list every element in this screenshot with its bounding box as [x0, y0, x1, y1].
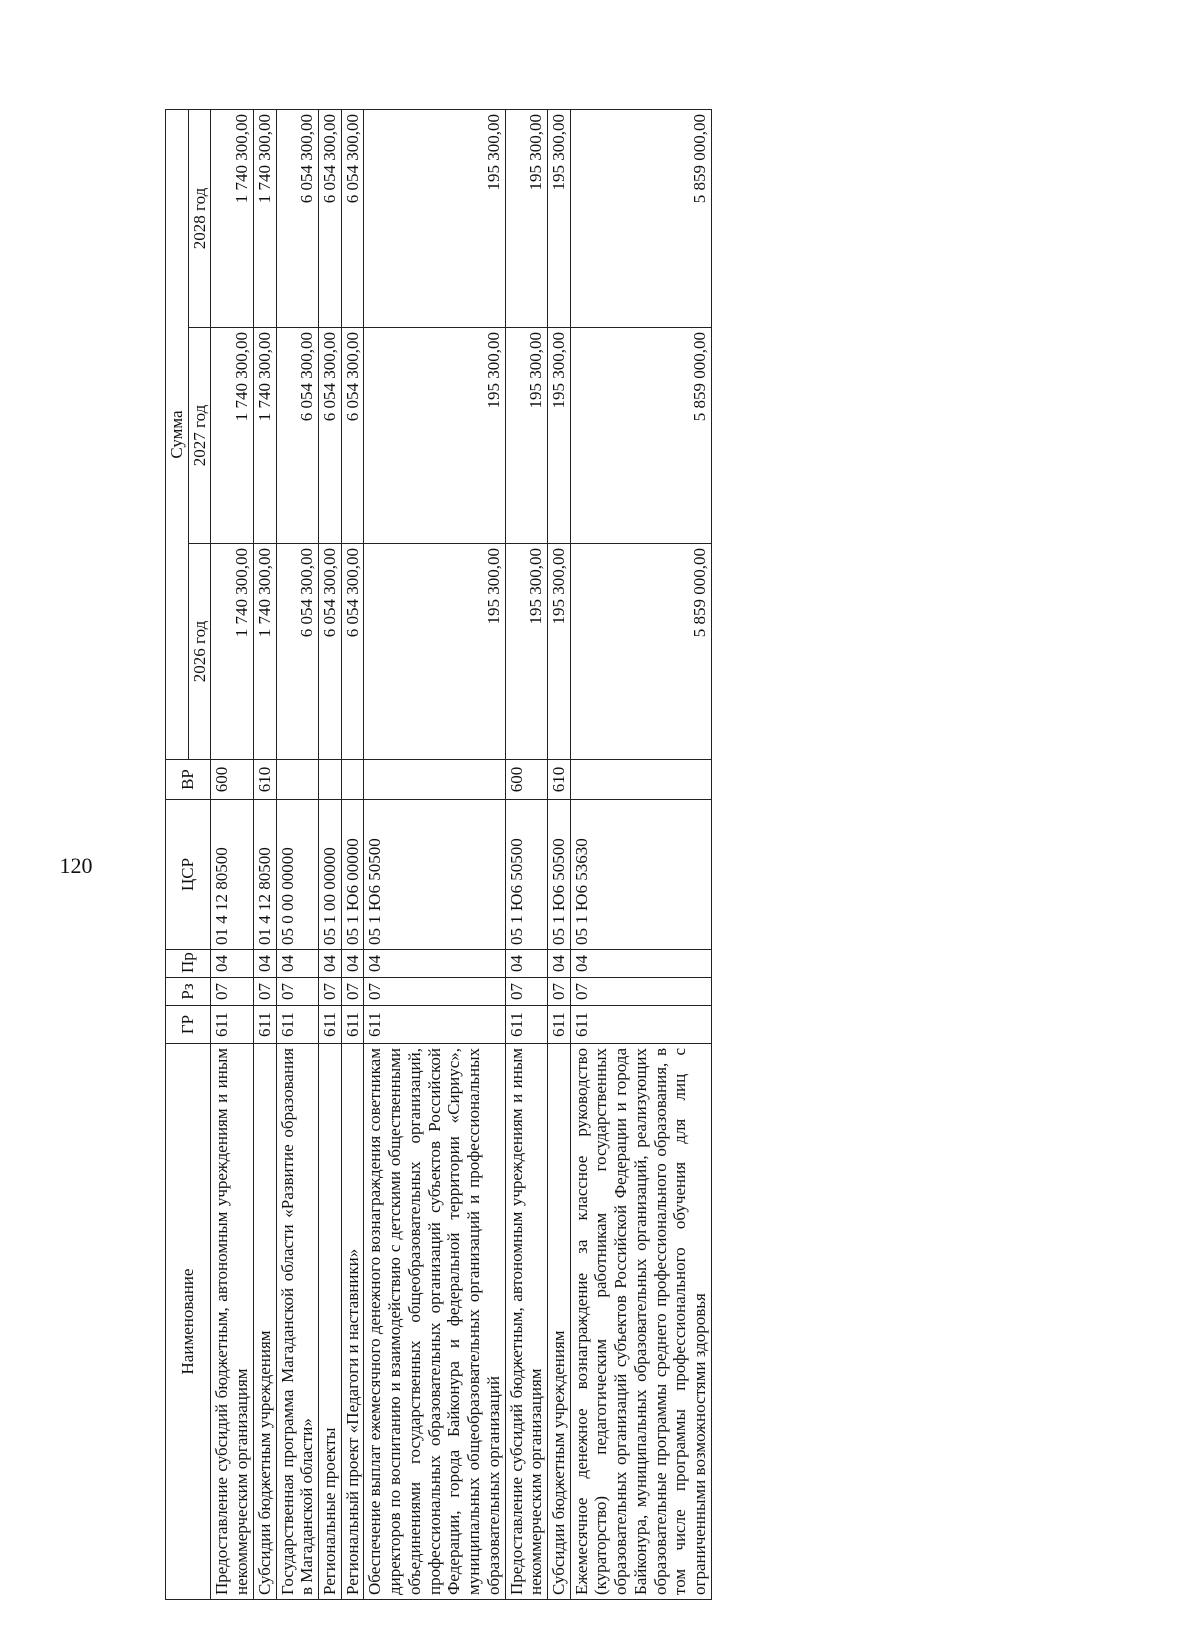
cell-2026: 6 054 300,00 — [276, 544, 318, 760]
cell-2027: 1 740 300,00 — [253, 328, 276, 544]
header-2026: 2026 год — [188, 544, 211, 760]
cell-rz: 07 — [364, 978, 505, 1006]
cell-csr: 05 1 Ю6 00000 — [341, 800, 364, 950]
cell-name: Обеспечение выплат ежемесячного денежного вознаграждения советникам директоров по воспитанию и взаимодействию с детскими общественными объединениями государственных общеобразовательных организаций, профессиональных образовательных организаций субъектов Российской Федерации, города Байконура и федеральной территории «Сириус», муниципальных общеобразовательных организаций и профессиональных образовательных организаций — [364, 1044, 505, 1600]
header-name: Наименование — [166, 1044, 211, 1600]
cell-2026: 6 054 300,00 — [341, 544, 364, 760]
header-csr: ЦСР — [166, 800, 211, 950]
header-row-1 — [166, 110, 189, 1600]
table-row — [364, 110, 505, 1600]
cell-gr: 611 — [341, 1006, 364, 1044]
cell-csr: 01 4 12 80500 — [253, 800, 276, 950]
cell-2027: 195 300,00 — [505, 328, 547, 544]
cell-vr — [276, 760, 318, 800]
cell-pr: 04 — [253, 950, 276, 978]
cell-2027: 5 859 000,00 — [570, 328, 711, 544]
cell-2028: 6 054 300,00 — [319, 110, 342, 328]
cell-2027: 195 300,00 — [364, 328, 505, 544]
cell-vr — [570, 760, 711, 800]
cell-name: Региональный проект «Педагоги и наставники» — [341, 1044, 364, 1600]
cell-rz: 07 — [570, 978, 711, 1006]
cell-2028: 5 859 000,00 — [570, 110, 711, 328]
cell-2026: 1 740 300,00 — [211, 544, 253, 760]
cell-gr: 611 — [253, 1006, 276, 1044]
cell-vr: 610 — [547, 760, 570, 800]
rotated-table-container — [165, 110, 1085, 1600]
cell-name: Предоставление субсидий бюджетным, автономным учреждениям и иным некоммерческим организациям — [505, 1044, 547, 1600]
cell-vr: 610 — [253, 760, 276, 800]
cell-vr — [364, 760, 505, 800]
cell-2028: 195 300,00 — [547, 110, 570, 328]
cell-csr: 05 0 00 00000 — [276, 800, 318, 950]
cell-pr: 04 — [341, 950, 364, 978]
cell-pr: 04 — [276, 950, 318, 978]
cell-gr: 611 — [364, 1006, 505, 1044]
header-rz: Рз — [166, 978, 211, 1006]
cell-rz: 07 — [276, 978, 318, 1006]
cell-csr: 01 4 12 80500 — [211, 800, 253, 950]
table-row — [341, 110, 364, 1600]
cell-name: Региональные проекты — [319, 1044, 342, 1600]
table-row — [211, 110, 253, 1600]
cell-2026: 6 054 300,00 — [319, 544, 342, 760]
cell-rz: 07 — [505, 978, 547, 1006]
cell-pr: 04 — [364, 950, 505, 978]
cell-name: Предоставление субсидий бюджетным, автономным учреждениям и иным некоммерческим организациям — [211, 1044, 253, 1600]
table-row — [319, 110, 342, 1600]
header-2027: 2027 год — [188, 328, 211, 544]
cell-rz: 07 — [319, 978, 342, 1006]
cell-name: Ежемесячное денежное вознаграждение за классное руководство (кураторство) педагогическим работникам государственных образовательных организаций субъектов Российской Федерации и города Байконура, муниципальных образовательных организаций, реализующих образовательные программы среднего профессионального образования, в том числе программы профессионального обучения для лиц с ограниченными возможностями здоровья — [570, 1044, 711, 1600]
cell-gr: 611 — [547, 1006, 570, 1044]
cell-gr: 611 — [570, 1006, 711, 1044]
cell-2026: 195 300,00 — [505, 544, 547, 760]
header-sum: Сумма — [166, 110, 189, 760]
cell-2026: 5 859 000,00 — [570, 544, 711, 760]
cell-csr: 05 1 00 00000 — [319, 800, 342, 950]
table-row — [570, 110, 711, 1600]
cell-2026: 195 300,00 — [364, 544, 505, 760]
cell-2027: 1 740 300,00 — [211, 328, 253, 544]
cell-vr — [319, 760, 342, 800]
cell-pr: 04 — [505, 950, 547, 978]
cell-2028: 1 740 300,00 — [253, 110, 276, 328]
cell-csr: 05 1 Ю6 53630 — [570, 800, 711, 950]
cell-gr: 611 — [276, 1006, 318, 1044]
table-row — [253, 110, 276, 1600]
cell-2028: 1 740 300,00 — [211, 110, 253, 328]
cell-2027: 6 054 300,00 — [341, 328, 364, 544]
cell-rz: 07 — [547, 978, 570, 1006]
cell-2028: 195 300,00 — [364, 110, 505, 328]
cell-vr — [341, 760, 364, 800]
cell-vr: 600 — [211, 760, 253, 800]
cell-2028: 195 300,00 — [505, 110, 547, 328]
table-row — [547, 110, 570, 1600]
cell-2026: 195 300,00 — [547, 544, 570, 760]
cell-2026: 1 740 300,00 — [253, 544, 276, 760]
header-2028: 2028 год — [188, 110, 211, 328]
cell-pr: 04 — [547, 950, 570, 978]
page-number: 120 — [59, 853, 93, 878]
budget-table — [165, 109, 712, 1600]
cell-csr: 05 1 Ю6 50500 — [364, 800, 505, 950]
header-gr: ГР — [166, 1006, 211, 1044]
cell-2028: 6 054 300,00 — [341, 110, 364, 328]
table-body — [211, 110, 711, 1600]
cell-name: Субсидии бюджетным учреждениям — [253, 1044, 276, 1600]
cell-name: Субсидии бюджетным учреждениям — [547, 1044, 570, 1600]
cell-pr: 04 — [319, 950, 342, 978]
cell-csr: 05 1 Ю6 50500 — [547, 800, 570, 950]
cell-pr: 04 — [211, 950, 253, 978]
cell-2028: 6 054 300,00 — [276, 110, 318, 328]
cell-rz: 07 — [341, 978, 364, 1006]
cell-csr: 05 1 Ю6 50500 — [505, 800, 547, 950]
cell-rz: 07 — [253, 978, 276, 1006]
cell-2027: 195 300,00 — [547, 328, 570, 544]
cell-pr: 04 — [570, 950, 711, 978]
header-vr: ВР — [166, 760, 211, 800]
cell-rz: 07 — [211, 978, 253, 1006]
cell-gr: 611 — [319, 1006, 342, 1044]
cell-vr: 600 — [505, 760, 547, 800]
cell-gr: 611 — [505, 1006, 547, 1044]
header-pr: Пр — [166, 950, 211, 978]
cell-gr: 611 — [211, 1006, 253, 1044]
table-row — [276, 110, 318, 1600]
cell-2027: 6 054 300,00 — [319, 328, 342, 544]
cell-name: Государственная программа Магаданской области «Развитие образования в Магаданской области» — [276, 1044, 318, 1600]
cell-2027: 6 054 300,00 — [276, 328, 318, 544]
table-row — [505, 110, 547, 1600]
